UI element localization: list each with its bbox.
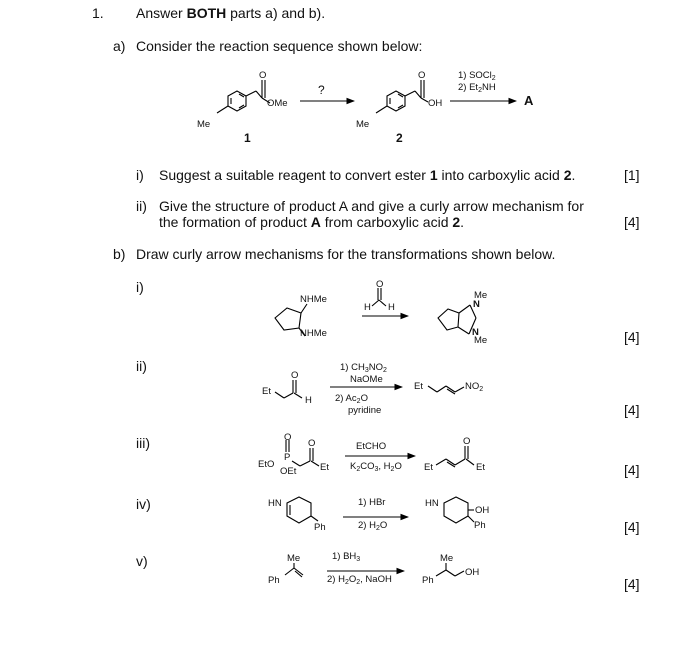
part-a-ii-line2: the formation of product A from carboxylic acid 2. [159, 214, 465, 230]
carbonyl-o-1: O [259, 70, 267, 81]
ph-right: Ph [474, 520, 486, 531]
ester-label: OMe [267, 98, 288, 109]
nhme-bottom: NHMe [300, 328, 327, 339]
carbonyl-o-2: O [418, 70, 426, 81]
oh-label-iv: OH [475, 505, 490, 516]
alkene-structure [285, 563, 303, 577]
me-top: Me [474, 290, 488, 301]
nitro-group: $NO_2$ [465, 381, 484, 393]
part-b-iv-marks: [4] [624, 519, 640, 535]
part-a-ii-label: ii) [136, 198, 147, 214]
nitroalkene-structure [428, 386, 464, 394]
h-right: H [388, 302, 395, 313]
et-right: Et [414, 381, 423, 392]
compound-2-structure [376, 80, 428, 113]
question-number: 1. [92, 5, 104, 21]
part-a-text: Consider the reaction sequence shown below: [136, 38, 423, 54]
part-a-ii-marks: [4] [624, 214, 640, 230]
reagent-ac2o: 2) $Ac_2O$ [335, 393, 368, 405]
part-b-ii-label: ii) [136, 358, 147, 374]
part-a-ii-line1: Give the structure of product A and give a curly arrow mechanism for [159, 198, 584, 214]
hn-right: HN [425, 498, 439, 509]
part-b-v-label: v) [136, 553, 148, 569]
et-prod-right: Et [476, 462, 485, 473]
imidazolidine-structure [438, 305, 476, 334]
et-ketone: Et [320, 462, 329, 473]
part-a-i-label: i) [136, 167, 144, 183]
me-left: Me [287, 553, 301, 564]
methyl-label-1: Me [197, 119, 211, 130]
reagent-h2o2: 2) $H_2O_2$, NaOH [327, 574, 392, 586]
part-b-label: b) [113, 246, 126, 262]
eto-label: EtO [258, 459, 275, 470]
propanal-structure [275, 380, 302, 398]
compound-1-structure [217, 80, 270, 113]
formaldehyde-structure [372, 288, 386, 306]
part-b-iii-marks: [4] [624, 462, 640, 478]
ph-right-v: Ph [422, 575, 434, 586]
et-left: Et [262, 386, 271, 397]
reagent-naome: NaOMe [350, 374, 383, 385]
part-b-text: Draw curly arrow mechanisms for the transformations shown below. [136, 246, 556, 262]
acid-oh-label: OH [428, 98, 443, 109]
reagent-et2nh: 2) $Et_2NH$ [458, 82, 496, 94]
reagent-hbr: 1) HBr [358, 497, 386, 508]
ketone-o: O [308, 438, 316, 449]
ph-left: Ph [314, 522, 326, 533]
reagent-etcho: EtCHO [356, 441, 387, 452]
compound-1-number: 1 [244, 131, 251, 145]
oet-label: OEt [280, 466, 297, 477]
enone-o: O [463, 436, 471, 447]
part-b-iv-label: iv) [136, 496, 151, 512]
me-right: Me [440, 553, 454, 564]
reagent-pyridine: pyridine [348, 405, 382, 416]
part-b-v-marks: [4] [624, 576, 640, 592]
n-bottom: N [472, 327, 479, 338]
h-left: H [364, 302, 371, 313]
formaldehyde-o: O [376, 279, 384, 290]
p-label: P [284, 452, 291, 463]
hn-left: HN [268, 498, 282, 509]
aldehyde-o: O [291, 370, 299, 381]
reagent-h2o: 2) $H_2O$ [358, 520, 388, 532]
piperidinol-structure [444, 497, 474, 523]
part-b-i-marks: [4] [624, 329, 640, 345]
product-a-label: A [524, 93, 534, 108]
aldehyde-h: H [305, 395, 312, 406]
reagent-bh3: 1) $BH_3$ [332, 551, 361, 563]
question-intro: Answer BOTH parts a) and b). [136, 5, 326, 21]
part-a-label: a) [113, 38, 126, 54]
tetrahydropyridine-structure [287, 497, 318, 523]
part-a-i-text: Suggest a suitable reagent to convert ester 1 into carboxylic acid 2. [159, 167, 576, 183]
me-bottom: Me [474, 335, 488, 346]
alcohol-structure [436, 563, 464, 576]
ph-left-v: Ph [268, 575, 280, 586]
n-top: N [473, 299, 480, 310]
phosphonate-o: O [284, 432, 292, 443]
part-a-i-marks: [1] [624, 167, 640, 183]
part-b-ii-marks: [4] [624, 402, 640, 418]
enone-structure [436, 446, 474, 467]
methyl-label-2: Me [356, 119, 370, 130]
reagent-socl2: 1) SOCl$_2$ [458, 70, 496, 82]
reagent-question-mark: ? [318, 83, 325, 97]
reagent-ch3no2: 1) $CH_3NO_2$ [340, 362, 387, 374]
part-b-iii-label: iii) [136, 435, 150, 451]
oh-label-v: OH [465, 567, 480, 578]
nhme-top: NHMe [300, 294, 327, 305]
et-prod-left: Et [424, 462, 433, 473]
part-b-i-label: i) [136, 279, 144, 295]
compound-2-number: 2 [396, 131, 403, 145]
reagent-k2co3: $K_2CO_3$, $H_2O$ [350, 461, 402, 473]
